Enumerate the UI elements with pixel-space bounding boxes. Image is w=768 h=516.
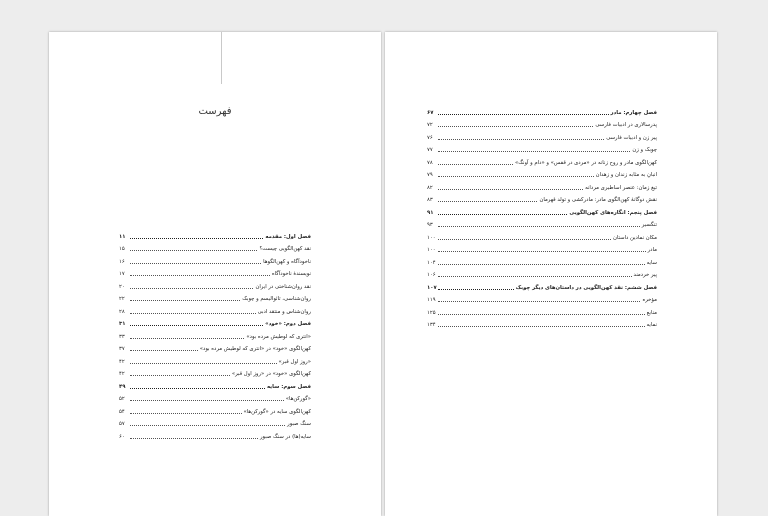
toc-entry [119, 391, 311, 404]
toc-dot-leader [438, 176, 594, 177]
toc-chapter-entry [119, 316, 311, 329]
toc-entry [119, 366, 311, 379]
toc-page-number: ۵۲ [119, 396, 125, 402]
toc-entry-label: روان‌شناس و منتقد ادبی [257, 308, 311, 315]
left-page [49, 32, 381, 516]
toc-page-number: ۱۰۰ [427, 247, 436, 253]
toc-dot-leader [130, 250, 257, 251]
toc-page-number: ۱۰۴ [427, 259, 436, 266]
toc-chapter-entry [119, 228, 311, 241]
toc-title: فهرست [198, 106, 232, 117]
toc-dot-leader [438, 189, 583, 190]
toc-entry-label: نویسندهٔ ناخودآگاه [271, 271, 311, 277]
toc-entry [427, 217, 657, 230]
toc-entry-label: تنگسیر [641, 222, 657, 228]
toc-page-number: ۸۲ [427, 184, 433, 191]
toc-dot-leader [130, 400, 284, 401]
toc-dot-leader [438, 314, 645, 315]
toc-page-number: ۲۸ [119, 308, 125, 315]
toc-entry-label: روان‌شناسی، تائوالیسم و چوبک [242, 296, 311, 302]
toc-dot-leader [130, 350, 198, 351]
toc-entry [427, 192, 657, 205]
toc-entry [119, 428, 311, 441]
toc-page-number: ۲۲ [119, 296, 125, 302]
toc-entry-label: پیر زن و ادبیات فارسی [606, 134, 657, 141]
toc-page-number: ۱۵ [119, 246, 125, 252]
toc-list-left [119, 228, 311, 441]
right-page [385, 32, 717, 516]
toc-entry-label: پیر خردمند [633, 272, 657, 278]
toc-entry [427, 242, 657, 255]
toc-chapter-entry [119, 378, 311, 391]
toc-dot-leader [130, 263, 261, 264]
toc-entry-label: «انتری که لوطیش مرده بود» [246, 333, 311, 340]
toc-page-number: ۱۷ [119, 271, 125, 277]
toc-page-number: ۱۳۴ [427, 322, 436, 328]
toc-page-number: ۱۲۵ [427, 309, 436, 316]
toc-entry [427, 267, 657, 280]
toc-page-number: ۴۲ [119, 358, 125, 365]
toc-entry [427, 167, 657, 180]
toc-entry [427, 229, 657, 242]
toc-dot-leader [130, 438, 258, 439]
toc-dot-leader [130, 325, 263, 326]
toc-chapter-entry [427, 204, 657, 217]
toc-dot-leader [130, 338, 244, 339]
toc-entry-label: نقد کهن‌الگویی چیست؟ [259, 246, 311, 252]
toc-entry [119, 291, 311, 304]
toc-entry [119, 278, 311, 291]
toc-entry [427, 292, 657, 305]
toc-entry [119, 266, 311, 279]
toc-entry [427, 317, 657, 330]
toc-entry-label: مکان نمادین داستان [612, 234, 657, 241]
toc-entry [119, 328, 311, 341]
toc-dot-leader [438, 139, 604, 140]
toc-page-number: ۵۴ [119, 408, 125, 415]
toc-page-number: ۴۹ [119, 383, 126, 390]
toc-entry-label: نقش دوگانهٔ کهن‌الگوی مادر: مادرکشی و تولد قهرمان [539, 197, 657, 203]
toc-page-number: ۱۱ [119, 233, 126, 240]
toc-entry-label: فصل اول: مقدمه [265, 233, 311, 240]
toc-dot-leader [130, 300, 240, 301]
toc-page-number: ۸۳ [427, 197, 433, 203]
toc-dot-leader [438, 239, 611, 240]
toc-dot-leader [438, 114, 609, 115]
toc-entry [119, 353, 311, 366]
toc-entry-label: کهن‌الگوی «خود» در «انتری که لوطیش مرده بود» [199, 346, 311, 352]
toc-list-right [427, 104, 657, 329]
toc-entry-label: فصل ششم: نقد کهن‌الگویی در داستان‌های دیگر چوبک [515, 284, 657, 291]
toc-entry-label: انبانِ به مثابه زندان و زهدان [595, 172, 657, 178]
toc-dot-leader [130, 288, 253, 289]
toc-dot-leader [130, 313, 256, 314]
toc-entry-label: «روز اول قبر» [278, 358, 311, 365]
toc-dot-leader [438, 289, 514, 290]
toc-dot-leader [438, 264, 645, 265]
toc-dot-leader [438, 276, 632, 277]
toc-entry-label: کهن‌الگوی «خود» در «روز اول قبر» [231, 371, 311, 377]
toc-entry-label: مادر [647, 247, 657, 253]
toc-entry-label: فصل دوم: «خود» [265, 321, 311, 327]
toc-entry [427, 129, 657, 142]
toc-chapter-entry [427, 279, 657, 292]
toc-entry-label: تیغ زمان: عنصر اساطیری مردانه [585, 184, 657, 191]
toc-entry [427, 154, 657, 167]
toc-entry-label: فصل سوم: سایه [266, 383, 311, 390]
toc-entry [427, 179, 657, 192]
toc-page-number: ۹۳ [427, 222, 433, 228]
toc-dot-leader [130, 388, 265, 389]
toc-page-number: ۶۰ [119, 433, 125, 440]
toc-entry-label: سایه [646, 259, 657, 266]
toc-entry [119, 341, 311, 354]
toc-entry-label: نقد روان‌شناختی در ایران [255, 283, 311, 290]
toc-page-number: ۳۷ [119, 346, 125, 352]
toc-entry [427, 254, 657, 267]
toc-page-number: ۷۷ [427, 147, 433, 153]
toc-dot-leader [130, 425, 285, 426]
toc-entry [427, 304, 657, 317]
toc-page-number: ۷۲ [427, 122, 433, 128]
toc-page-number: ۳۱ [119, 321, 126, 327]
toc-entry-label: مؤخره [642, 297, 657, 303]
toc-entry [119, 253, 311, 266]
toc-page-number: ۱۱۹ [427, 297, 436, 303]
toc-entry [119, 416, 311, 429]
toc-page-number: ۹۱ [427, 209, 434, 216]
toc-dot-leader [130, 238, 263, 239]
toc-page-number: ۱۰۶ [427, 272, 436, 278]
toc-dot-leader [438, 214, 567, 215]
toc-dot-leader [130, 413, 242, 414]
toc-entry-label: نمایه [646, 322, 657, 328]
toc-entry [427, 117, 657, 130]
toc-entry-label: فصل پنجم: انگاره‌های کهن‌الگویی [569, 209, 657, 216]
toc-entry-label: پدرسالاری در ادبیات فارسی [595, 122, 657, 128]
toc-entry-label: سنگ صبور [287, 421, 311, 427]
toc-page-number: ۳۳ [119, 333, 125, 340]
toc-page-number: ۲۰ [119, 283, 125, 290]
toc-page-number: ۷۹ [427, 172, 433, 178]
toc-entry [119, 403, 311, 416]
toc-page-number: ۶۷ [427, 109, 434, 116]
toc-page-number: ۵۷ [119, 421, 125, 427]
toc-entry [119, 241, 311, 254]
toc-page-number: ۷۶ [427, 134, 433, 141]
toc-page-number: ۷۸ [427, 159, 433, 166]
toc-dot-leader [130, 375, 230, 376]
toc-page-number: ۱۰۰ [427, 234, 436, 241]
toc-entry [119, 303, 311, 316]
toc-dot-leader [438, 164, 513, 165]
toc-chapter-entry [427, 104, 657, 117]
toc-page-number: ۱۰۷ [427, 284, 437, 291]
toc-dot-leader [438, 226, 640, 227]
toc-entry-label: فصل چهارم: مادر [610, 109, 657, 116]
toc-entry-label: سایه(ها) در سنگ صبور [259, 433, 311, 440]
toc-entry-label: کهن‌الگوی مادر و روح زنانه در «مردی در قفس» و «دام و آونگ» [514, 159, 657, 166]
toc-dot-leader [438, 126, 593, 127]
decorative-vertical-line [221, 32, 222, 84]
toc-entry-label: «گورکن‌ها» [285, 396, 311, 402]
toc-dot-leader [438, 326, 645, 327]
toc-page-number: ۴۲ [119, 371, 125, 377]
toc-dot-leader [438, 151, 630, 152]
toc-dot-leader [438, 251, 646, 252]
toc-dot-leader [130, 275, 270, 276]
toc-entry-label: منابع [646, 309, 657, 316]
toc-entry-label: ناخودآگاه و کهن‌الگوها [263, 258, 311, 265]
toc-entry [427, 142, 657, 155]
toc-entry-label: چوبک و زن [632, 147, 657, 153]
toc-page-number: ۱۶ [119, 258, 125, 265]
toc-entry-label: کهن‌الگوی سایه در «گورکن‌ها» [243, 408, 311, 415]
toc-dot-leader [130, 363, 277, 364]
toc-dot-leader [438, 201, 537, 202]
toc-dot-leader [438, 301, 640, 302]
